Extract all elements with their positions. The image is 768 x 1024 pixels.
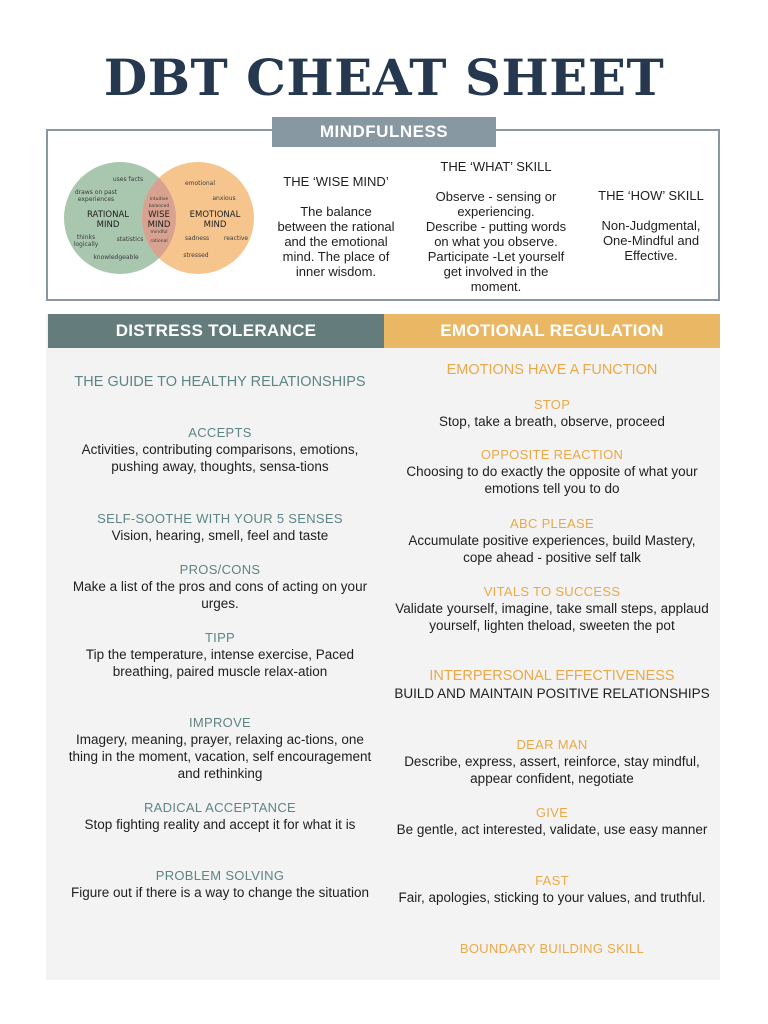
distress-section bbox=[62, 510, 378, 544]
wise-mind-label: MIND bbox=[147, 220, 171, 230]
interpersonal-body: BUILD AND MAINTAIN POSITIVE RELATIONSHIPS bbox=[394, 686, 710, 701]
venn-word: thinks bbox=[76, 234, 96, 241]
section-heading: ABC PLEASE bbox=[510, 516, 594, 531]
section-heading: PROBLEM SOLVING bbox=[155, 868, 285, 883]
wise-mind-body: The balance between the rational and the emotional mind. The place of inner wisdom. bbox=[277, 204, 395, 279]
venn-word: intuitive bbox=[149, 197, 169, 202]
page-title: DBT CHEAT SHEET bbox=[103, 48, 665, 107]
section-heading: OPPOSITE REACTION bbox=[480, 447, 624, 462]
interpersonal-section bbox=[392, 667, 712, 702]
distress-section bbox=[62, 799, 378, 833]
section-body: Be gentle, act interested, validate, use easy manner bbox=[396, 822, 708, 837]
boundary-building-section bbox=[392, 940, 712, 957]
section-body: Describe, express, assert, reinforce, stay mindful, appear confident, negotiate bbox=[404, 754, 700, 786]
emotional-mind-label: EMOTIONAL bbox=[189, 210, 241, 220]
section-heading: ACCEPTS bbox=[188, 425, 252, 440]
section-body: Figure out if there is a way to change the situation bbox=[71, 885, 369, 900]
venn-word: reactive bbox=[223, 235, 249, 242]
rational-mind-label: RATIONAL bbox=[86, 210, 130, 220]
section-heading: FAST bbox=[535, 873, 569, 888]
distress-section bbox=[62, 629, 378, 680]
what-skill-heading: THE ‘WHAT’ SKILL bbox=[440, 159, 552, 174]
section-heading: GIVE bbox=[535, 805, 569, 820]
emotional-section bbox=[392, 872, 712, 906]
venn-word: emotional bbox=[184, 180, 216, 187]
section-body: Imagery, meaning, prayer, relaxing ac-tions, one thing in the moment, vacation, self encouragement and rethinking bbox=[68, 732, 372, 781]
interpersonal-heading: INTERPERSONAL EFFECTIVENESS bbox=[429, 668, 675, 684]
venn-word: uses facts bbox=[112, 176, 144, 183]
wise-mind-heading: THE ‘WISE MIND’ bbox=[283, 174, 389, 189]
section-body: Tip the temperature, intense exercise, Paced breathing, paired muscle relax-ation bbox=[85, 647, 355, 679]
distress-section bbox=[62, 867, 378, 901]
venn-word: experiences bbox=[77, 196, 115, 203]
section-body: Validate yourself, imagine, take small steps, applaud yourself, lighten theload, sweeten the pot bbox=[395, 601, 709, 633]
emotional-section bbox=[392, 736, 712, 787]
emotional-intro bbox=[392, 361, 712, 379]
venn-word: anxious bbox=[212, 195, 236, 202]
wise-mind-label: WISE bbox=[148, 210, 170, 220]
section-heading: IMPROVE bbox=[188, 715, 252, 730]
wise-mind-column bbox=[264, 174, 408, 279]
how-skill-body: Non-Judgmental, One-Mindful and Effective. bbox=[601, 218, 701, 263]
distress-intro-heading: THE GUIDE TO HEALTHY RELATIONSHIPS bbox=[74, 374, 366, 390]
section-body: Stop fighting reality and accept it for what it is bbox=[84, 817, 356, 832]
distress-section bbox=[62, 424, 378, 475]
section-heading: TIPP bbox=[204, 630, 236, 645]
section-body: Choosing to do exactly the opposite of what your emotions tell you to do bbox=[406, 464, 698, 496]
section-body: Activities, contributing comparisons, emotions, pushing away, thoughts, sensa-tions bbox=[81, 442, 359, 474]
venn-word: knowledgeable bbox=[93, 254, 139, 261]
venn-word: sadness bbox=[184, 235, 210, 242]
emotional-section bbox=[392, 446, 712, 497]
mindfulness-tab: MINDFULNESS bbox=[272, 117, 496, 147]
distress-section bbox=[62, 561, 378, 612]
section-heading: DEAR MAN bbox=[516, 737, 588, 752]
venn-word: logically bbox=[73, 241, 99, 248]
emotional-section bbox=[392, 396, 712, 430]
emotional-mind-label: MIND bbox=[203, 220, 227, 230]
emotional-regulation-header: EMOTIONAL REGULATION bbox=[384, 314, 720, 348]
section-body: Accumulate positive experiences, build Mastery, cope ahead - positive self talk bbox=[408, 533, 696, 565]
distress-section bbox=[62, 714, 378, 782]
distress-intro bbox=[62, 373, 378, 391]
section-heading: STOP bbox=[533, 397, 571, 412]
section-heading: VITALS TO SUCCESS bbox=[483, 584, 621, 599]
section-body: Stop, take a breath, observe, proceed bbox=[439, 414, 665, 429]
venn-word: stressed bbox=[183, 252, 209, 259]
wise-mind-venn-diagram bbox=[58, 160, 258, 280]
venn-word: mindful bbox=[150, 230, 168, 235]
section-body: Fair, apologies, sticking to your values, and truthful. bbox=[398, 890, 706, 905]
how-skill-column bbox=[586, 188, 716, 263]
section-heading: BOUNDARY BUILDING SKILL bbox=[459, 941, 645, 956]
rational-mind-label: MIND bbox=[96, 220, 120, 230]
emotional-section bbox=[392, 515, 712, 566]
venn-word: draws on past bbox=[74, 189, 118, 196]
emotional-intro-heading: EMOTIONS HAVE A FUNCTION bbox=[446, 362, 658, 378]
what-skill-column bbox=[412, 159, 580, 294]
distress-tolerance-header: DISTRESS TOLERANCE bbox=[48, 314, 384, 348]
venn-word: statistics bbox=[116, 236, 144, 243]
section-heading: RADICAL ACCEPTANCE bbox=[143, 800, 297, 815]
section-heading: SELF-SOOTHE WITH YOUR 5 SENSES bbox=[97, 511, 343, 526]
what-skill-body: Observe - sensing or experiencing. Describe - putting words on what you observe. Participate -Let yourself get involved in the moment. bbox=[425, 189, 567, 294]
emotional-section bbox=[392, 583, 712, 634]
venn-word: rational bbox=[150, 239, 168, 244]
venn-word: balanced bbox=[148, 204, 170, 209]
section-body: Vision, hearing, smell, feel and taste bbox=[111, 528, 329, 543]
how-skill-heading: THE ‘HOW’ SKILL bbox=[598, 188, 704, 203]
section-heading: PROS/CONS bbox=[179, 562, 261, 577]
emotional-section bbox=[392, 804, 712, 838]
section-body: Make a list of the pros and cons of acting on your urges. bbox=[72, 579, 368, 611]
